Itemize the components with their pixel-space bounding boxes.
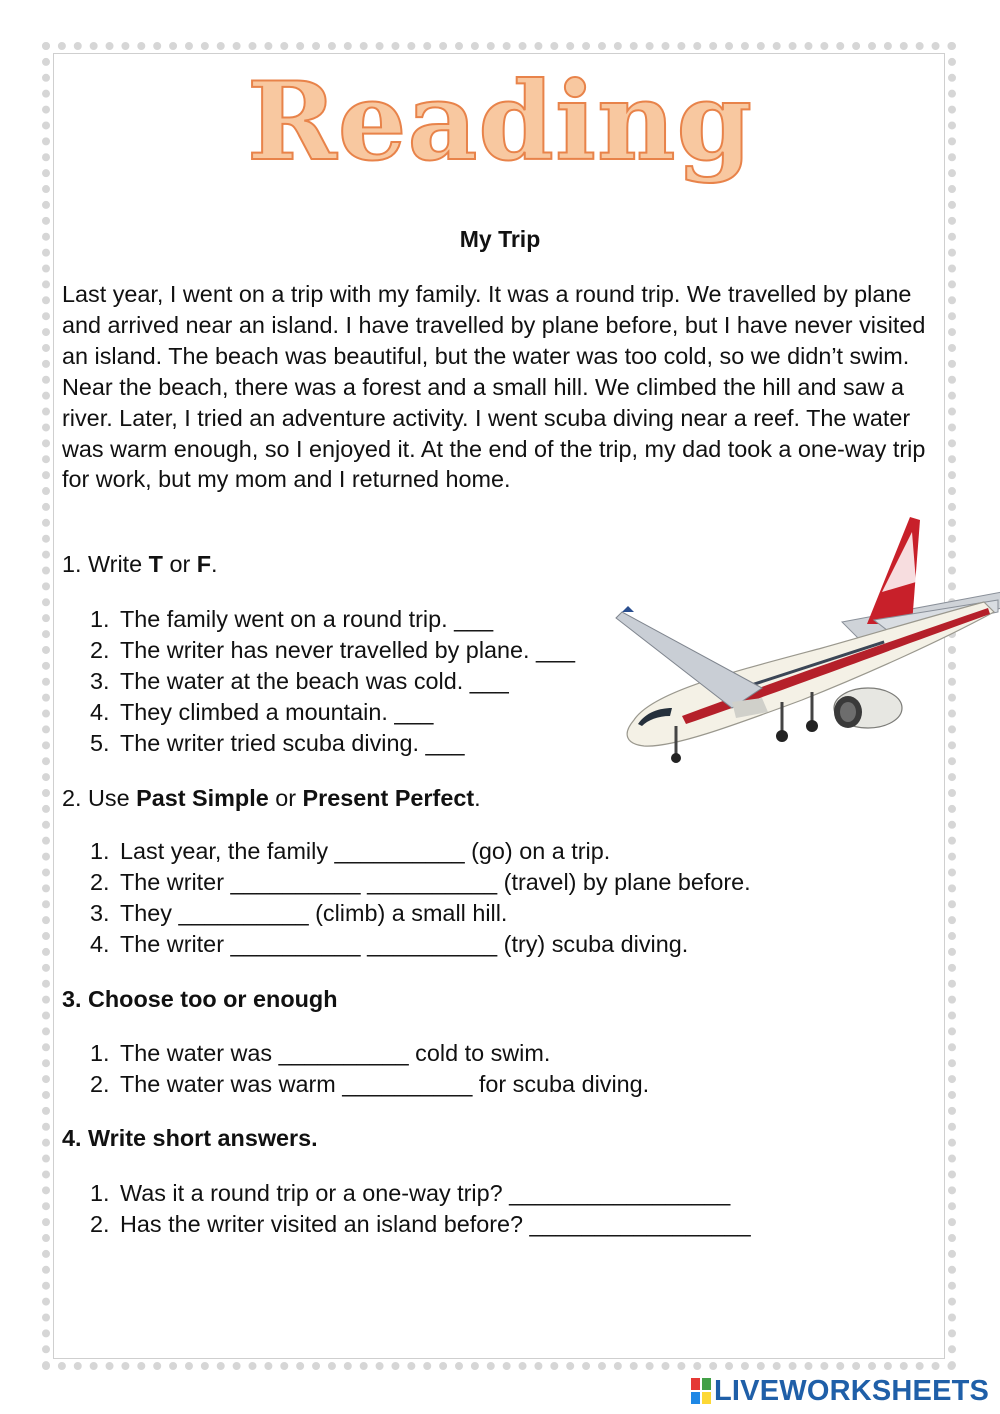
list-item: 2. The water was warm __________ for scuba diving.	[90, 1071, 650, 1097]
liveworksheets-icon	[690, 1377, 712, 1405]
list-item: 3. They __________ (climb) a small hill.	[90, 900, 508, 926]
page-title: Reading	[246, 59, 754, 185]
list-item: 2. The writer has never travelled by plane. ___	[90, 637, 576, 663]
section4-list	[90, 1178, 751, 1240]
story-title: My Trip	[459, 226, 541, 252]
list-item: 5. The writer tried scuba diving. ___	[90, 730, 465, 756]
section1-list	[90, 604, 575, 759]
list-item: 3. The water at the beach was cold. ___	[90, 668, 509, 694]
section4-heading: 4. Write short answers.	[62, 1125, 318, 1151]
list-item: 1. Last year, the family __________ (go) on a trip.	[90, 838, 611, 864]
section2-list	[90, 836, 751, 960]
list-item: 2. Has the writer visited an island before? _________________	[90, 1211, 751, 1237]
section1-heading: 1. Write T or F.	[62, 551, 218, 577]
logo-text: LIVEWORKSHEETS	[714, 1374, 990, 1407]
section3-list	[90, 1038, 649, 1100]
airplane-image	[612, 512, 1000, 772]
list-item: 2. The writer __________ __________ (travel) by plane before.	[90, 869, 751, 895]
list-item: 1. Was it a round trip or a one-way trip? _________________	[90, 1180, 731, 1206]
list-item: 4. The writer __________ __________ (try) scuba diving.	[90, 931, 689, 957]
list-item: 4. They climbed a mountain. ___	[90, 699, 434, 725]
section2-heading: 2. Use Past Simple or Present Perfect.	[62, 785, 481, 811]
liveworksheets-logo[interactable]	[690, 1376, 989, 1406]
list-item: 1. The water was __________ cold to swim.	[90, 1040, 551, 1066]
section3-heading: 3. Choose too or enough	[62, 986, 338, 1012]
story-paragraph: Last year, I went on a trip with my family. It was a round trip. We travelled by plane and arrived near an island. I have travelled by plane before, but I have never visited an island. The beach was beautiful, but the water was too cold, so we didn’t swim. Near the beach, there was a forest and a small hill. We climbed the hill and saw a river. Later, I tried an adventure activity. I went scuba diving near a reef. The water was warm enough, so I enjoyed it. At the end of the trip, my dad took a one-way trip for work, but my mom and I returned home.	[62, 281, 926, 493]
list-item: 1. The family went on a round trip. ___	[90, 606, 494, 632]
